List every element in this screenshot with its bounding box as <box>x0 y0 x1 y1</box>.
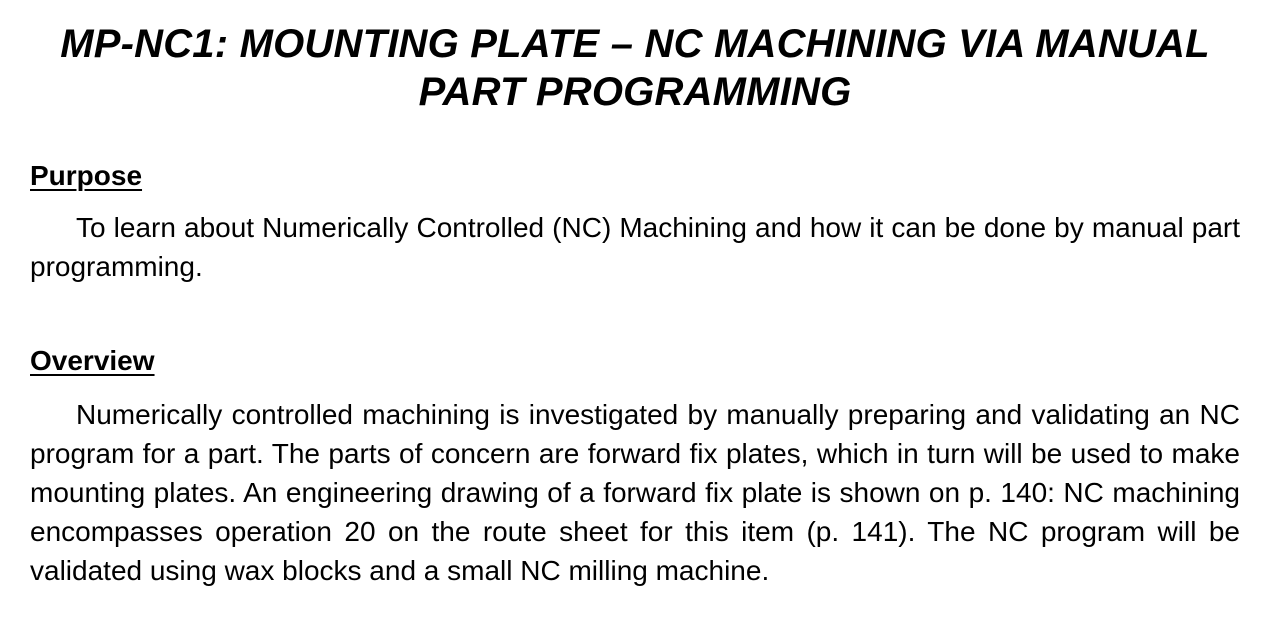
purpose-paragraph: To learn about Numerically Controlled (NC) Machining and how it can be done by manual part programming. <box>30 212 1240 282</box>
document-title <box>30 20 1240 116</box>
overview-section <box>30 345 1240 590</box>
document-page <box>30 20 1240 590</box>
purpose-heading: Purpose <box>30 160 143 191</box>
overview-heading: Overview <box>30 345 155 376</box>
document-title-line-2: PART PROGRAMMING <box>418 70 852 114</box>
overview-paragraph: Numerically controlled machining is investigated by manually preparing and validating an NC program for a part. The parts of concern are forward fix plates, which in turn will be used to make mounting plates. An engineering drawing of a forward fix plate is shown on p. 140: NC machining encompasses operation 20 on the route sheet for this item (p. 141). The NC program will be validated using wax blocks and a small NC milling machine. <box>30 399 1240 586</box>
document-title-line-1: MP-NC1: MOUNTING PLATE – NC MACHINING VIA MANUAL <box>60 22 1210 66</box>
purpose-section <box>30 160 1240 286</box>
